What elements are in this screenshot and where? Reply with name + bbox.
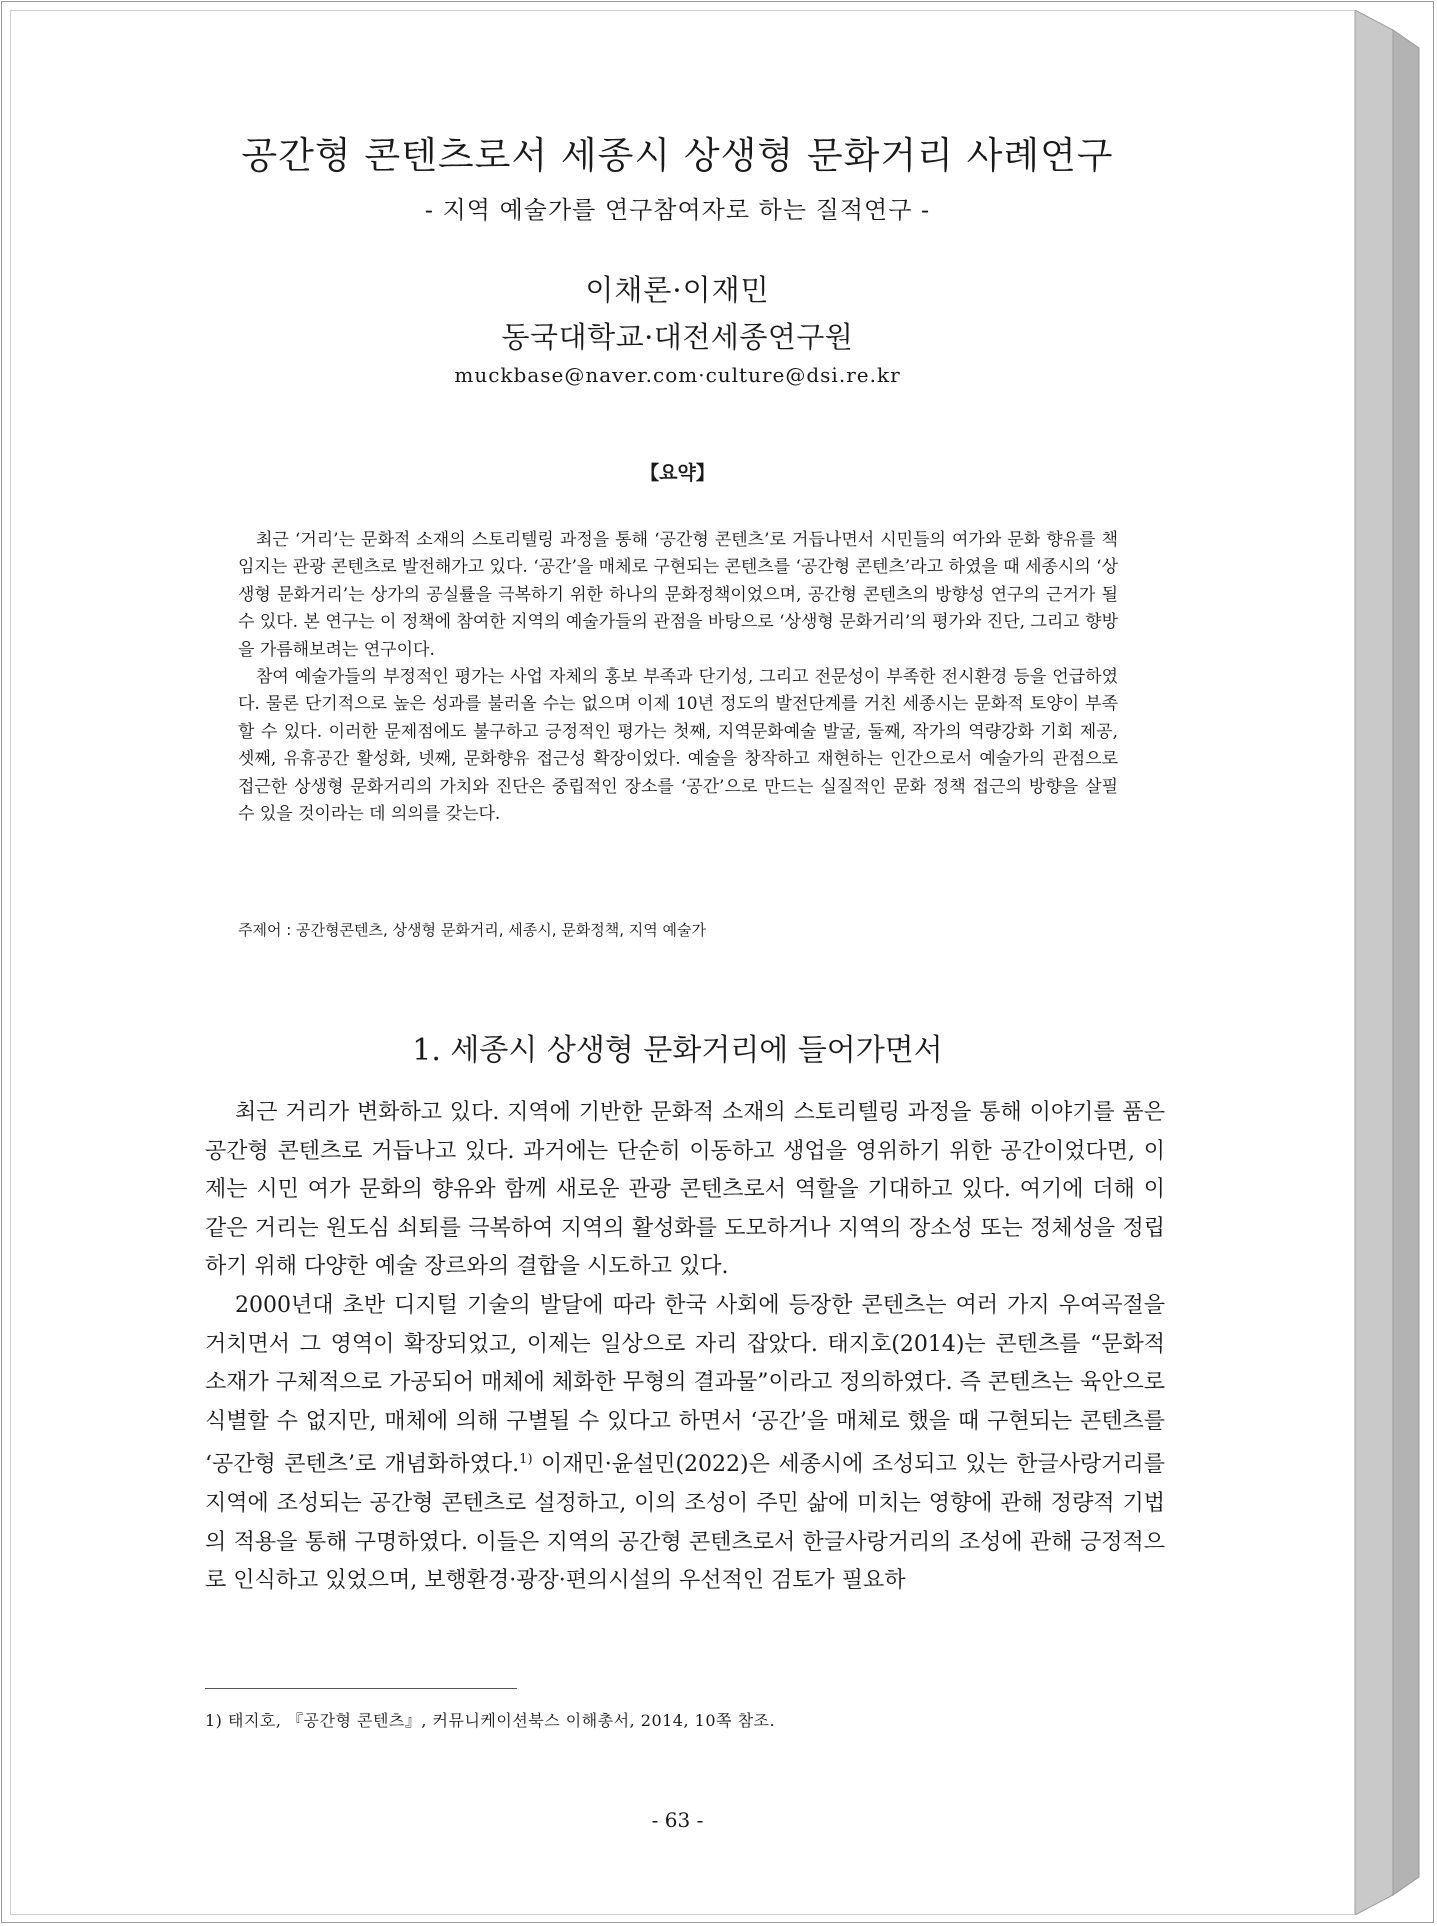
paper-subtitle: - 지역 예술가를 연구참여자로 하는 질적연구 -: [424, 196, 931, 224]
section-body: [205, 1094, 1165, 1601]
abstract-paragraph: 최근 ‘거리’는 문화적 소재의 스토리텔링 과정을 통해 ‘공간형 콘텐츠’로 거듭나면서 시민들의 여가와 문화 향유를 책임지는 관광 콘텐츠로 발전해가고 있다. ‘공간’을 매체로 구현되는 콘텐츠를 ‘공간형 콘텐츠’라고 하였을 때 세종시의 ‘상생형 문화거리’는 상가의 공실률을 극복하기 위한 하나의 문화정책이었으며, 공간형 콘텐츠의 방향성 연구의 근거가 될 수 있다. 본 연구는 이 정책에 참여한 지역의 예술가들의 관점을 바탕으로 ‘상생형 문화거리’의 평가와 진단, 그리고 향방을 가름해보려는 연구이다.: [238, 530, 1118, 660]
footnote-ref[interactable]: 1): [519, 1452, 533, 1468]
footnote-rule: [205, 1688, 517, 1689]
abstract-body: [238, 527, 1118, 828]
body-paragraph: 최근 거리가 변화하고 있다. 지역에 기반한 문화적 소재의 스토리텔링 과정을 통해 이야기를 품은 공간형 콘텐츠로 거듭나고 있다. 과거에는 단순히 이동하고 생업을 영위하기 위한 공간이었다면, 이제는 시민 여가 문화의 향유와 함께 새로운 관광 콘텐츠로서 역할을 기대하고 있다. 여기에 더해 이 같은 거리는 원도심 쇠퇴를 극복하여 지역의 활성화를 도모하거나 지역의 장소성 또는 정체성을 정립하기 위해 다양한 예술 장르와의 결합을 시도하고 있다.: [205, 1100, 1165, 1280]
authors: 이채론·이재민: [585, 273, 770, 307]
page-number: - 63 -: [651, 1808, 704, 1832]
abstract-paragraph: 참여 예술가들의 부정적인 평가는 사업 자체의 홍보 부족과 단기성, 그리고 전문성이 부족한 전시환경 등을 언급하였다. 물론 단기적으로 높은 성과를 불러올 수는 없으며 이제 10년 정도의 발전단계를 거친 세종시는 문화적 토양이 부족할 수 있다. 이러한 문제점에도 불구하고 긍정적인 평가는 첫째, 지역문화예술 발굴, 둘째, 작가의 역량강화 기회 제공, 셋째, 유휴공간 활성화, 넷째, 문화향유 접근성 확장이었다. 예술을 창작하고 재현하는 인간으로서 예술가의 관점으로 접근한 상생형 문화거리의 가치와 진단은 중립적인 장소를 ‘공간’으로 만드는 실질적인 문화 정책 접근의 방향을 살필 수 있을 것이라는 데 의의를 갖는다.: [238, 667, 1118, 825]
page-stack-edge: [1355, 10, 1425, 1915]
keywords: 주제어 : 공간형콘텐츠, 상생형 문화거리, 세종시, 문화정책, 지역 예술가: [238, 921, 706, 939]
abstract-heading: 【요약】: [640, 462, 715, 484]
body-text-segment: 이재민·윤설민(2022)은 세종시에 조성되고 있는 한글사랑거리를 지역에 조성되는 공간형 콘텐츠로 설정하고, 이의 조성이 주민 삶에 미치는 영향에 관해 정량적 기법의 적용을 통해 구명하였다. 이들은 지역의 공간형 콘텐츠로서 한글사랑거리의 조성에 관해 긍정적으로 인식하고 있었으며, 보행환경·광장·편의시설의 우선적인 검토가 필요하: [205, 1452, 1165, 1594]
paper-title: 공간형 콘텐츠로서 세종시 상생형 문화거리 사례연구: [241, 134, 1114, 177]
email: muckbase@naver.com·culture@dsi.re.kr: [454, 363, 901, 387]
body-text-segment: 2000년대 초반 디지털 기술의 발달에 따라 한국 사회에 등장한 콘텐츠는 여러 가지 우여곡절을 거치면서 그 영역이 확장되었고, 이제는 일상으로 자리 잡았다. 태지호(2014)는 콘텐츠를 “문화적 소재가 구체적으로 가공되어 매체에 체화한 무형의 결과물”이라고 정의하였다. 즉 콘텐츠는 육안으로 식별할 수 없지만, 매체에 의해 구별될 수 있다고 하면서 ‘공간’을 매체로 했을 때 구현되는 콘텐츠를 ‘공간형 콘텐츠’로 개념화하였다.: [205, 1292, 1165, 1478]
affiliation: 동국대학교·대전세종연구원: [501, 320, 854, 354]
footnote: 1) 태지호, 『공간형 콘텐츠』, 커뮤니케이션북스 이해총서, 2014, 10쪽 참조.: [205, 1711, 776, 1730]
section-heading: 1. 세종시 상생형 문화거리에 들어가면서: [412, 1033, 943, 1068]
body-paragraph: [205, 1287, 1165, 1601]
